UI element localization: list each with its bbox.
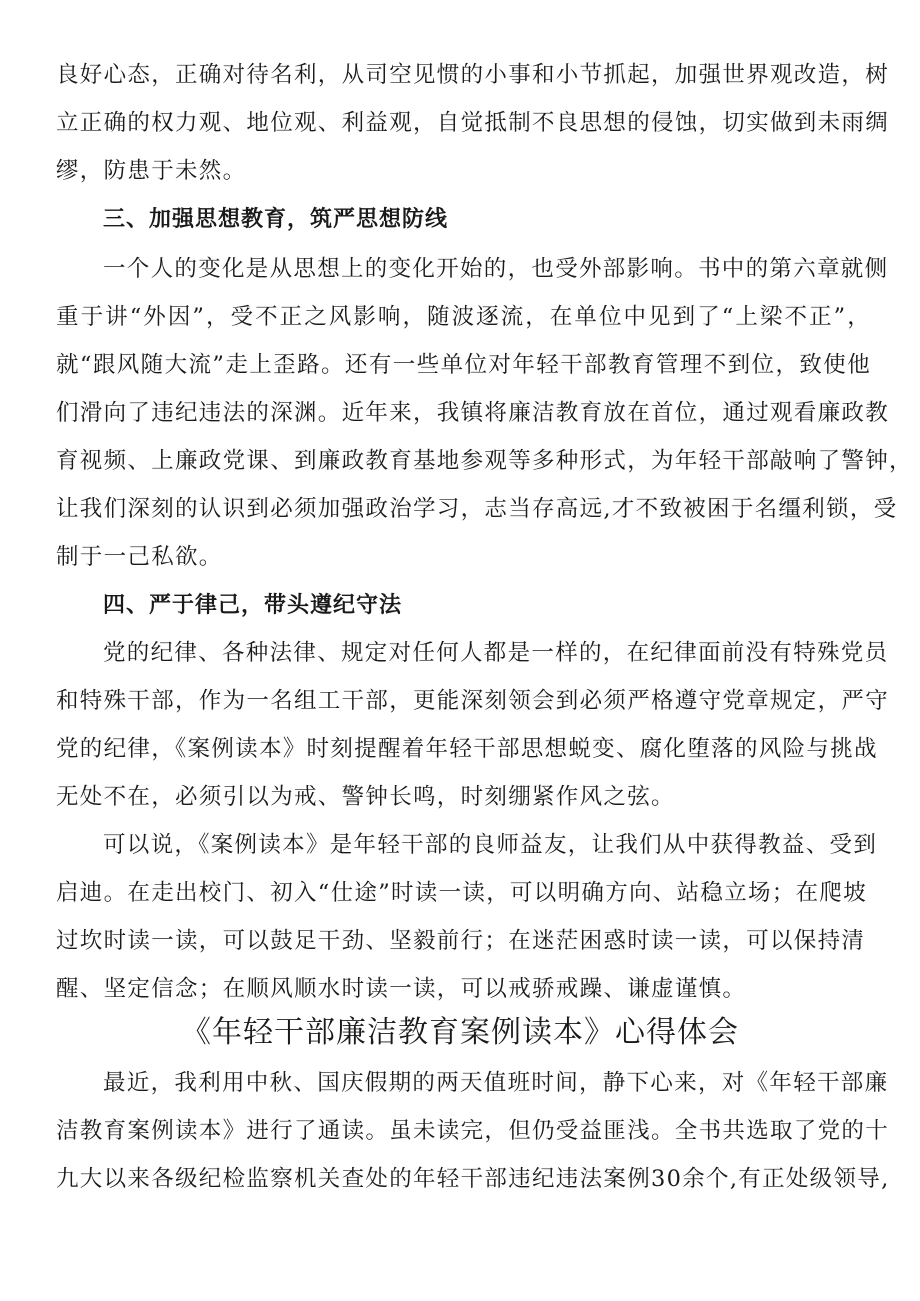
paragraph-line: 们滑向了违纪违法的深渊。近年来，我镇将廉洁教育放在首位，通过观看廉政教 — [56, 400, 890, 426]
paragraph-line: 缪，防患于未然。 — [56, 158, 247, 184]
paragraph-line: 醒、坚定信念；在顺风顺水时读一读，可以戒骄戒躁、谦虚谨慎。 — [56, 976, 747, 1002]
paragraph-line: 立正确的权力观、地位观、利益观，自觉抵制不良思想的侵蚀，切实做到未雨绸 — [56, 110, 890, 136]
paragraph-line: 启迪。在走出校门、初入“仕途”时读一读，可以明确方向、站稳立场；在爬坡 — [56, 880, 868, 906]
paragraph-line: 就“跟风随大流”走上歪路。还有一些单位对年轻干部教育管理不到位，致使他 — [56, 352, 871, 378]
paragraph-line: 良好心态，正确对待名利，从司空见惯的小事和小节抓起，加强世界观改造，树 — [56, 62, 890, 88]
paragraph-line: 过坎时读一读，可以鼓足干劲、坚毅前行；在迷茫困惑时读一读，可以保持清 — [56, 928, 866, 954]
paragraph-line: 一个人的变化是从思想上的变化开始的，也受外部影响。书中的第六章就侧 — [103, 256, 889, 282]
paragraph-line: 党的纪律、各种法律、规定对任何人都是一样的，在纪律面前没有特殊党员 — [103, 640, 889, 666]
paragraph-line: 党的纪律，《案例读本》时刻提醒着年轻干部思想蜕变、腐化堕落的风险与挑战 — [56, 736, 878, 762]
paragraph-line: 让我们深刻的认识到必须加强政治学习，志当存高远,才不致被困于名缰利锁，受 — [56, 496, 898, 522]
paragraph-line: 九大以来各级纪检监察机关查处的年轻干部违纪违法案例30余个,有正处级领导, — [56, 1166, 890, 1192]
paragraph-line: 无处不在，必须引以为戒、警钟长鸣，时刻绷紧作风之弦。 — [56, 784, 675, 810]
paragraph-line: 洁教育案例读本》进行了通读。虽未读完，但仍受益匪浅。全书共选取了党的十 — [56, 1118, 890, 1144]
paragraph-line: 和特殊干部，作为一名组工干部，更能深刻领会到必须严格遵守党章规定，严守 — [56, 688, 890, 714]
section-heading-3: 三、加强思想教育，筑严思想防线 — [103, 207, 449, 232]
paragraph-line: 制于一己私欲。 — [56, 544, 223, 570]
paragraph-line: 重于讲“外因”，受不正之风影响，随波逐流，在单位中见到了“上梁不正”， — [56, 304, 871, 330]
section-heading-4: 四、严于律己，带头遵纪守法 — [103, 593, 403, 618]
article-title: 《年轻干部廉洁教育案例读本》心得体会 — [181, 1015, 739, 1050]
paragraph-line: 可以说，《案例读本》是年轻干部的良师益友，让我们从中获得教益、受到 — [103, 832, 878, 858]
paragraph-line: 育视频、上廉政党课、到廉政教育基地参观等多种形式，为年轻干部敲响了警钟， — [56, 448, 913, 474]
paragraph-line: 最近，我利用中秋、国庆假期的两天值班时间，静下心来，对《年轻干部廉 — [103, 1070, 889, 1096]
